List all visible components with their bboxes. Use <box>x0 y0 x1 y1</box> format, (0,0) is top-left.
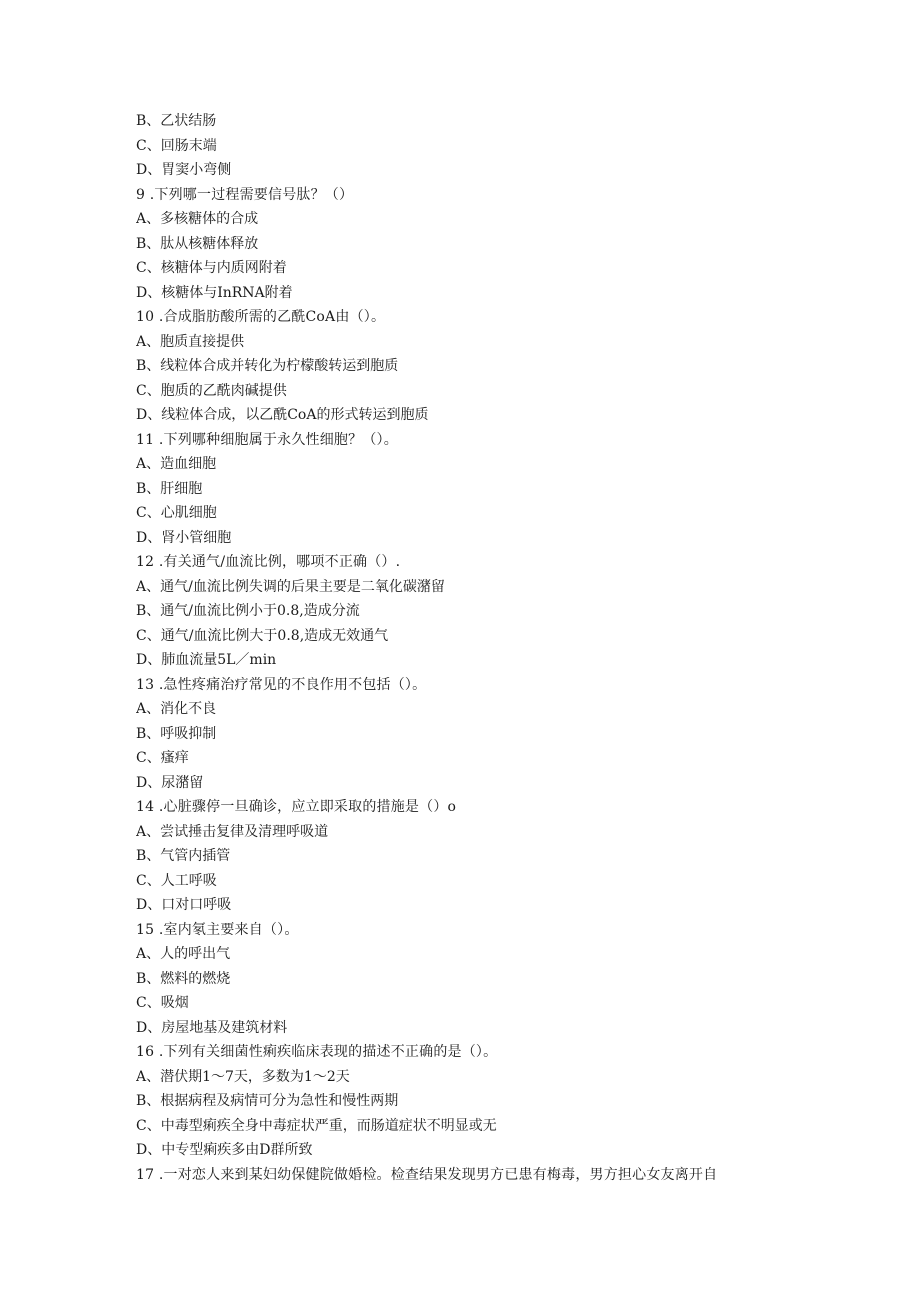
answer-option: A、通气/血流比例失调的后果主要是二氧化碳潴留 <box>136 578 445 595</box>
answer-option: A、潜伏期1～7天，多数为1～2天 <box>136 1068 350 1085</box>
answer-option: C、核糖体与内质网附着 <box>136 260 287 276</box>
answer-option: A、消化不良 <box>136 701 217 717</box>
answer-option: B、肽从核糖体释放 <box>136 235 259 252</box>
answer-option: C、瘙痒 <box>136 750 189 766</box>
answer-option: C、人工呼吸 <box>136 872 217 889</box>
answer-option: D、肺血流量5L／min <box>136 652 277 668</box>
answer-option: C、吸烟 <box>136 995 189 1011</box>
question-stem: 9 .下列哪一过程需要信号肽？（） <box>136 186 354 203</box>
answer-option: D、胃窦小弯侧 <box>136 162 232 178</box>
question-stem: 17 .一对恋人来到某妇幼保健院做婚检。检查结果发现男方已患有梅毒，男方担心女友离开自 <box>136 1166 718 1183</box>
answer-option: B、燃料的燃烧 <box>136 970 231 987</box>
question-list <box>136 109 796 1187</box>
question-stem: 11 .下列哪种细胞属于永久性细胞？（）。 <box>136 431 398 448</box>
answer-option: C、通气/血流比例大于0.8,造成无效通气 <box>136 627 389 644</box>
question-stem: 12 .有关通气/血流比例，哪项不正确（）. <box>136 554 401 570</box>
answer-option: A、胞质直接提供 <box>136 333 245 350</box>
answer-option: B、根据病程及病情可分为急性和慢性两期 <box>136 1093 399 1109</box>
question-stem: 13 .急性疼痛治疗常见的不良作用不包括（）。 <box>136 676 427 693</box>
answer-option: B、呼吸抑制 <box>136 725 217 742</box>
answer-option: D、房屋地基及建筑材料 <box>136 1019 288 1036</box>
answer-option: C、心肌细胞 <box>136 505 217 521</box>
answer-option: A、造血细胞 <box>136 456 217 472</box>
answer-option: D、中专型痢疾多由D群所致 <box>136 1142 313 1158</box>
answer-option: A、人的呼出气 <box>136 946 231 962</box>
answer-option: B、乙状结肠 <box>136 113 217 129</box>
question-stem: 16 .下列有关细菌性痢疾临床表现的描述不正确的是（）。 <box>136 1044 498 1060</box>
answer-option: B、气管内插管 <box>136 848 231 864</box>
answer-option: A、尝试捶击复律及清理呼吸道 <box>136 823 329 840</box>
answer-option: C、回肠末端 <box>136 137 217 154</box>
answer-option: D、肾小管细胞 <box>136 529 232 546</box>
answer-option: B、线粒体合成并转化为柠檬酸转运到胞质 <box>136 358 399 374</box>
answer-option: D、口对口呼吸 <box>136 897 232 913</box>
answer-option: B、肝细胞 <box>136 480 203 497</box>
answer-option: D、尿潴留 <box>136 774 204 791</box>
answer-option: C、中毒型痢疾全身中毒症状严重，而肠道症状不明显或无 <box>136 1117 497 1134</box>
question-stem: 14 .心脏骤停一旦确诊，应立即采取的措施是（）o <box>136 799 457 815</box>
answer-option: A、多核糖体的合成 <box>136 211 259 227</box>
answer-option: D、线粒体合成，以乙酰CoA的形式转运到胞质 <box>136 407 429 423</box>
question-stem: 15 .室内氡主要来自（）。 <box>136 921 299 938</box>
answer-option: D、核糖体与InRNA附着 <box>136 284 293 301</box>
question-stem: 10 .合成脂肪酸所需的乙酰CoA由（）。 <box>136 309 386 325</box>
answer-option: B、通气/血流比例小于0.8,造成分流 <box>136 603 360 619</box>
answer-option: C、胞质的乙酰肉碱提供 <box>136 382 287 399</box>
